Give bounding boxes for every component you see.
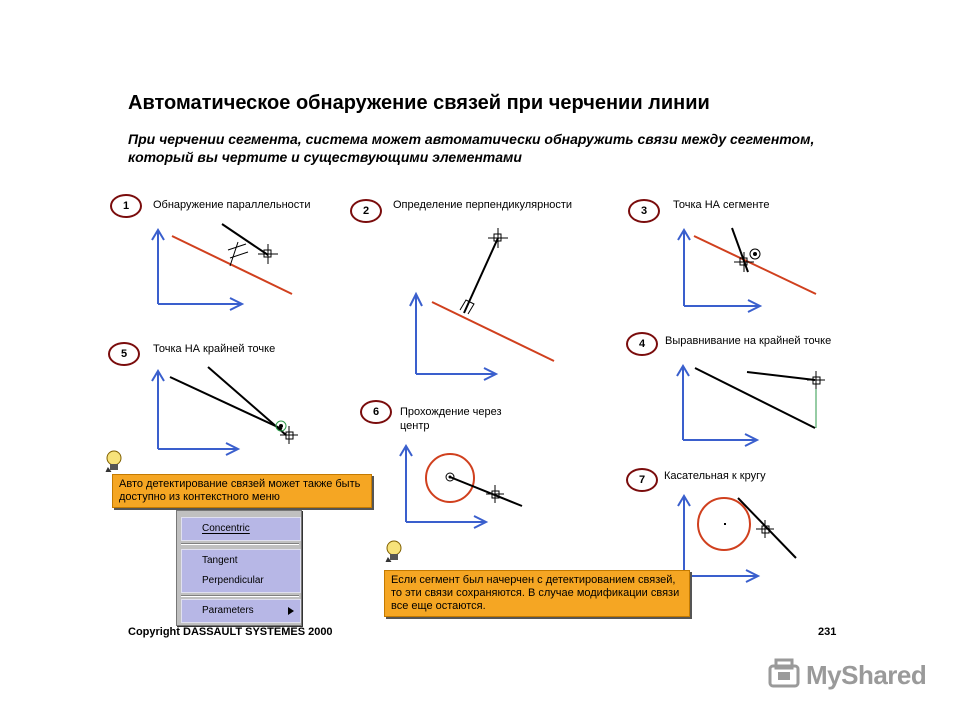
figure-perpendicular — [404, 228, 564, 378]
label-alignment-endpoint: Выравнивание на крайней точке — [665, 335, 832, 347]
menu-separator — [181, 543, 299, 545]
menu-item-label: Parameters — [202, 605, 254, 616]
label-parallel: Обнаружение параллельности — [153, 199, 311, 211]
menu-item-label: Concentric — [202, 523, 250, 534]
menu-item-label: Perpendicular — [202, 575, 264, 586]
label-tangent-circle: Касательная к кругу — [664, 470, 766, 482]
badge-2: 2 — [350, 199, 382, 223]
figure-through-center — [398, 440, 528, 530]
menu-item-tangent[interactable] — [181, 549, 301, 593]
context-menu — [176, 510, 302, 626]
label-perpendicular: Определение перпендикулярности — [393, 199, 573, 211]
badge-4: 4 — [626, 332, 658, 356]
page-number: 231 — [818, 626, 837, 638]
page-subtitle: При черчении сегмента, система может автоматически обнаружить связи между сегментом, который вы чертите и существующими элементами — [128, 131, 815, 165]
logo-text: MyShared — [806, 660, 927, 690]
label-through-center: Прохождение через центр — [400, 406, 502, 432]
badge-3: 3 — [628, 199, 660, 223]
figure-tangent — [676, 494, 806, 584]
figure-alignment-endpoint — [675, 362, 825, 446]
submenu-arrow-icon — [288, 607, 294, 615]
lightbulb-icon — [384, 540, 402, 562]
menu-item-parameters[interactable] — [181, 599, 301, 623]
badge-1: 1 — [110, 194, 142, 218]
menu-item-label: Tangent — [202, 555, 238, 566]
note-context-menu: Авто детектирование связей может также быть доступно из контекстного меню — [112, 474, 372, 508]
figure-parallel — [150, 222, 300, 312]
badge-6: 6 — [360, 400, 392, 424]
menu-item-concentric[interactable] — [181, 517, 301, 541]
lightbulb-icon — [104, 450, 122, 472]
badge-7: 7 — [626, 468, 658, 492]
note-constraints-kept: Если сегмент был начерчен с детектированием связей, то эти связи сохраняются. В случае модификации связи все еще остаются. — [384, 570, 690, 617]
figure-point-on-segment — [676, 222, 826, 312]
figure-point-on-endpoint — [150, 367, 300, 457]
label-point-on-segment: Точка НА сегменте — [673, 199, 770, 211]
myshared-logo-icon — [766, 658, 802, 690]
badge-5: 5 — [108, 342, 140, 366]
copyright: Copyright DASSAULT SYSTEMES 2000 — [128, 626, 333, 638]
page-title: Автоматическое обнаружение связей при черчении линии — [128, 92, 710, 114]
label-point-on-endpoint: Точка НА крайней точке — [153, 343, 276, 355]
menu-separator — [181, 595, 299, 597]
